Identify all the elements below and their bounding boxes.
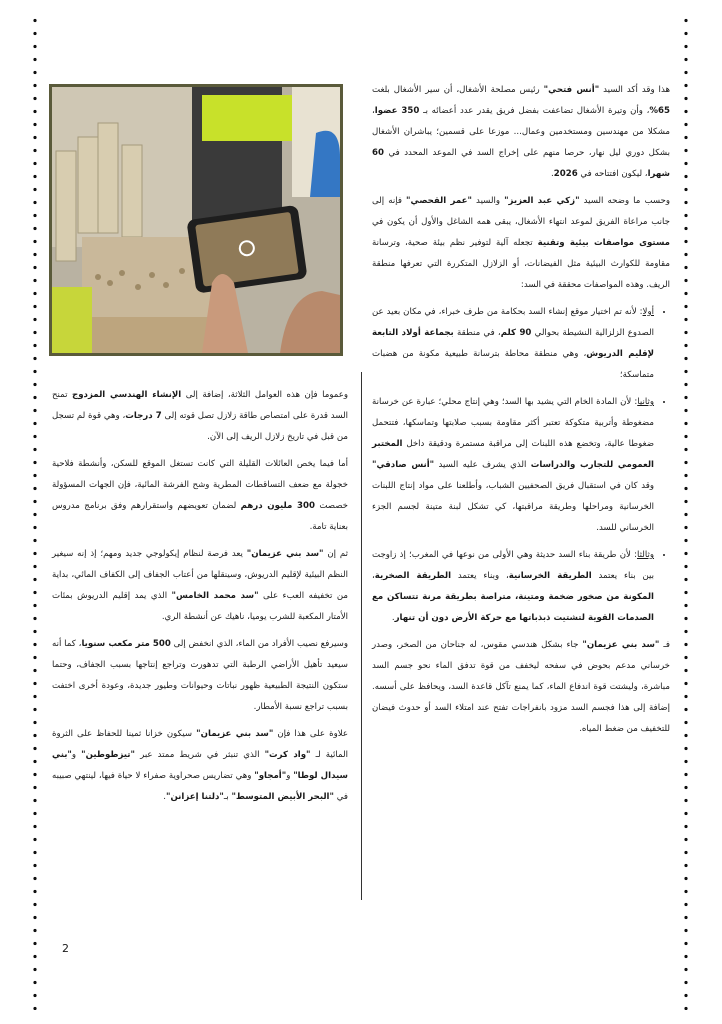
paragraph: وعموما فإن هذه العوامل الثلاثة، إضافة إلى الإنشاء الهندسي المزدوج تمنح السد قدرة على امتصاص طاقة زلازل تصل قوته إلى 7 درجات، وهي قوة لم تسجل من قبل في تاريخ زلازل الريف إلى الآن.: [52, 390, 349, 442]
page-number: 2: [62, 942, 69, 955]
left-dotted-border: [33, 14, 37, 1010]
paragraph: فـ "سد بني عزيمان" جاء بشكل هندسي مقوس، له جناحان من الصخر، وصدر خرساني مدعم بحوض في سفحه ليخفف من قوة تدفق الماء نحو جسم السد مباشرة، وليشتت قوة اندفاع الماء، كما يمنع تآكل قاعدة السد، ويحافظ على أسسه. إضافة إلى هذا فجسم السد مزود بانفراجات تفتح عند امتلاء السد أو حدوث فيضان للتخفيف من ضغط المياه.: [372, 640, 670, 734]
list-item: • أولا: لأنه تم اختيار موقع إنشاء السد بحكامة من طرف خبراء، في مكان بعيد عن الصدوع الزلزالية النشيطة بحوالي 90 كلم، في منطقة بجماعة أولاد التابعة لإقليم الدريوش، وهي منطقة محاطة بترسانة طبيعية مكونة من هضبات متماسكة؛: [372, 302, 654, 386]
paragraph: وسيرفع نصيب الأفراد من الماء، الذي انخفض إلى 500 متر مكعب سنويا، كما أنه سيعيد تأهيل الأراضي الرطبة التي تدهورت وتراجع إنتاجها بسبب الجفاف، وحتما ستكون النتيجة الطبيعية ظهور نباتات وحيوانات وطيور جديدة، وعودة أخرى اختفت بسبب تراجع نسبة الأمطار.: [52, 639, 349, 712]
column-divider: [361, 372, 362, 900]
list-item: • وثانيا: لأن المادة الخام التي يشيد بها السد؛ وهي إنتاج محلي؛ عبارة عن خرسانة مضغوطة وأتربية متكوكة تعتبر أكثر مقاومة بسبب صلابتها وتماسكها، فتتحمل ضغوطا عالية، وتخضع هذه اللبنات إلى مراقبة مستمرة ودقيقة داخل المختبر العمومي للتجارب والدراسات الذي يشرف عليه السيد "أنس صادقي" وقد كان في استقبال فريق الصحفيين الشباب، وأطلعنا على مواد إنتاج اللبنات الخرسانية ومراحلها وطريقة مراقبتها، كي تشكل لبنة متينة لجسم الجزء الخرساني للسد.: [372, 392, 654, 539]
right-dotted-border: [684, 14, 688, 1010]
paragraph: أما فيما يخص العائلات القليلة التي كانت تستغل الموقع للسكن، وأنشطة فلاحية خجولة مع ضعف التساقطات المطرية وشح الفرشة المائية، فإن الجهات المسؤولة خصصت 300 مليون درهم لضمان تعويضهم واستقرارهم وفق برنامج مدروس بعناية تامة.: [52, 459, 348, 532]
list-item: • وثالثا: لأن طريقة بناء السد حديثة وهي الأولى من نوعها في المغرب؛ إذ زاوجت بين بناء يعتمد الطريقة الخرسانية، وبناء يعتمد الطريقة الصخرية، المكونة من صخور ضخمة ومتينة، متراصة بطريقة مرنة تتساكن مع الصدمات القوية لتشتيت ذبذباتها مع حركة الأرض دون أن تنهار.: [372, 545, 654, 629]
criteria-list: [372, 302, 670, 629]
paragraph: ثم إن "سد بني عزيمان" يعد فرصة لنظام إيكولوجي جديد ومهم؛ إذ إنه سيغير النظم البيئية لإقليم الدريوش، وسينقلها من أعتاب الجفاف إلى الكفاف المائي، بداية من تخفيفه العبء على "سد محمد الخامس" الذي يمد إقليم الدريوش بمئات الأمتار المكعبة للشرب يوميا، ناهيك عن أنشطة الري.: [52, 549, 349, 622]
article-photo: [49, 84, 343, 356]
paragraph: علاوة على هذا فإن "سد بني عزيمان" سيكون خزانا ثمينا للحفاظ على الثروة المائية لـ "واد كرت" الذي تنبثر في شريط ممتد عبر "تيزطوطين" و"بني سيدال لوطا" و"أمجاو" وهي تضاريس صحراوية صفراء لا حياة فيها، لينتهي صبيبه في "البحر الأبيض المتوسط" بـ"دلتنا إعزانن".: [52, 729, 348, 802]
paragraph: هذا وقد أكد السيد "أنس فتحي" رئيس مصلحة الأشغال، أن سير الأشغال بلغت 65%، وأن وتيرة الأشغال تضاعفت بفضل فريق يقدر عدد أعضائه بـ 350 عضوا، مشكلا من مهندسين ومستخدمين وعمال... موزعا على قسمين؛ يباشران الأشغال بشكل دوري ليل نهار، حرصا منهم على إخراج السد في الموعد المحدد في 60 شهرا، ليكون افتتاحه في 2026.: [372, 85, 670, 179]
left-text-column: [52, 385, 348, 814]
paragraph: وحسب ما وضحه السيد "زكي عبد العزيز" والسيد "عمر القحصي" فإنه إلى جانب مراعاة الفريق لموعد انتهاء الأشغال، يبقى همه الشاغل والأول أن يكون في مستوى مواصفات بيئية وتقنية تجعله آلية لتوفير نظم بيئة صحية، وترسانة مقاومة للكوارث البيئية مثل الفيضانات، أو الزلازل المتكررة التي تعرفها منطقة الريف. وهذه المواصفات محققة في السد:: [372, 196, 671, 290]
smartphone: [186, 205, 307, 294]
right-text-column: [372, 80, 670, 746]
